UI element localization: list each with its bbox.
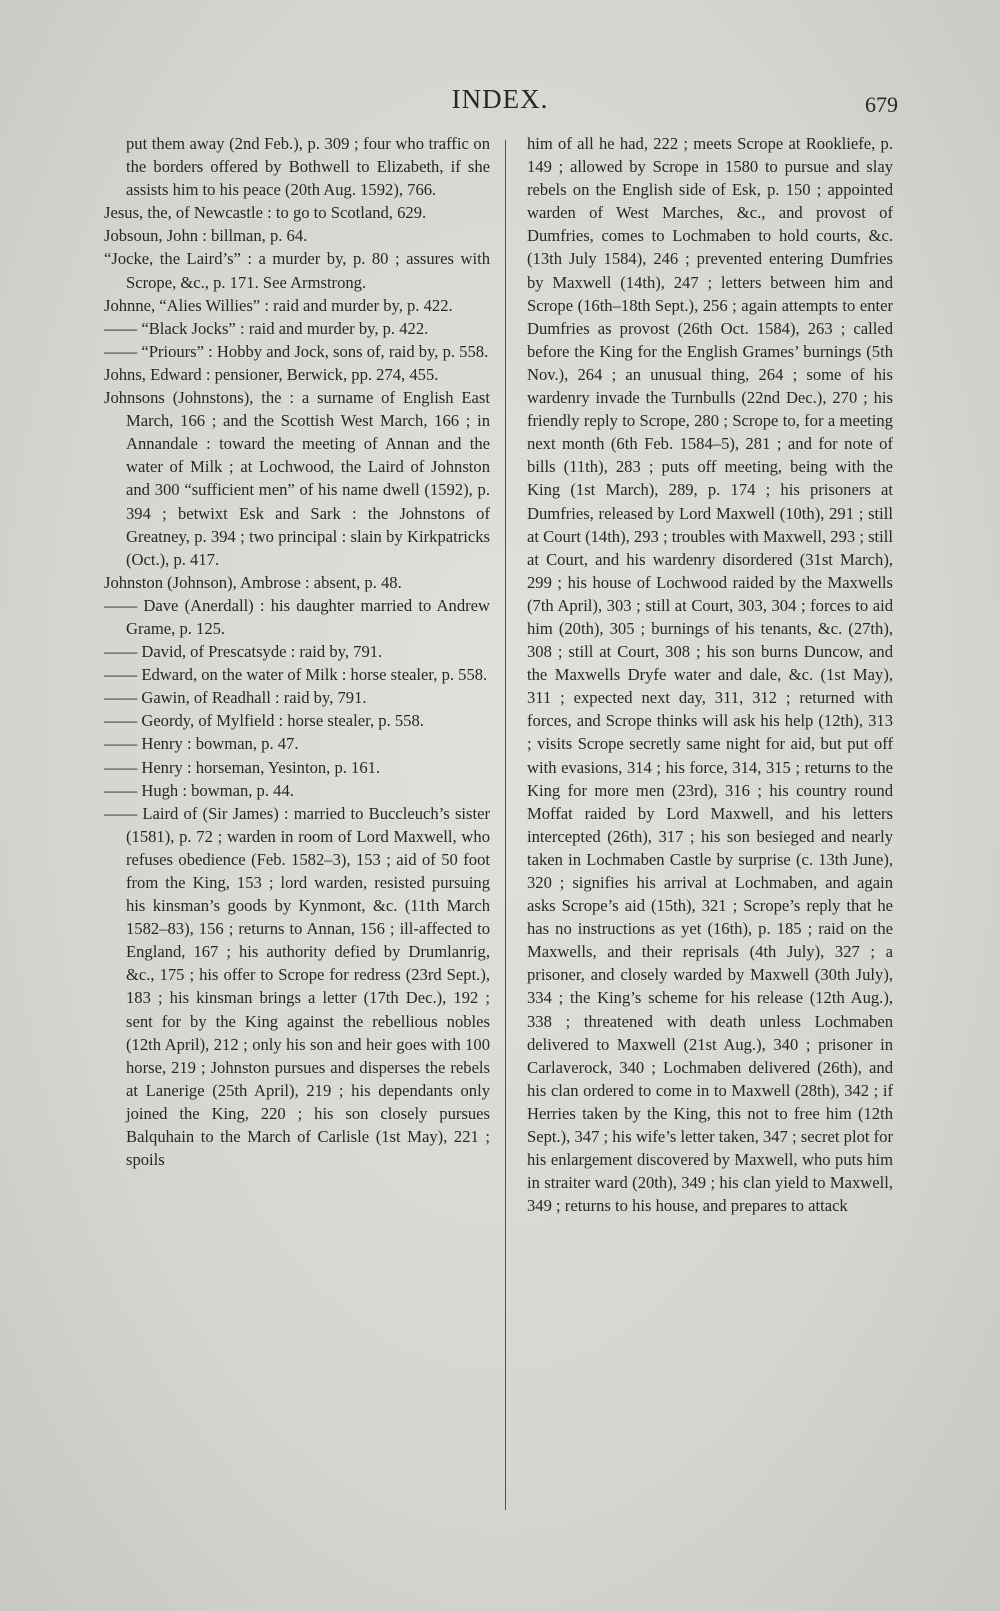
index-entry: put them away (2nd Feb.), p. 309 ; four who traffic on the borders offered by Bothwell to Elizabeth, if she assists him to his peace (20th Aug. 1592), 766. [126,134,490,200]
index-entry: him of all he had, 222 ; meets Scrope at Rookliefe, p. 149 ; allowed by Scrope in 1580 to pursue and slay rebels on the English side of Esk, p. 150 ; appointed warden of West Marches, &c., and provost of Dumfries, comes to Lochmaben to hold courts, &c. (13th July 1584), 246 ; prevented entering Dumfries by Maxwell (14th), 247 ; letters between him and Scrope (16th–18th Sept.), 256 ; again attempts to enter Dumfries as provost (26th Oct. 1584), 263 ; called before the King for the English Grames’ burnings (5th Nov.), 264 ; an unusual thing, 264 ; some of his wardenry invade the Turnbulls (22nd Dec.), 270 ; his friendly reply to Scrope, 280 ; Scrope to, for a meeting next month (6th Feb. 1584–5), 281 ; and for note of bills (11th), 283 ; puts off meeting, being with the King (1st March), 289, p. 174 ; his prisoners at Dumfries, released by Lord Maxwell (10th), 291 ; still at Court (14th), 293 ; troubles with Maxwell, 293 ; still at Court, and his wardenry disordered (31st March), 299 ; his house of Lochwood raided by the Maxwells (7th April), 303 ; still at Court, 303, 304 ; forces to aid him (20th), 305 ; burnings of his tenants, &c. (27th), 308 ; still at Court, 308 ; his son burns Duncow, and the Maxwells Dryfe water and dale, &c. (1st May), 311 ; expected next day, 311, 312 ; returned with forces, and Scrope thinks will ask his help (12th), 313 ; visits Scrope secretly same night for aid, but put off with evasions, 314 ; his force, 314, 315 ; returns to the King for more men (23rd), 316 ; his country round Moffat raided by Lord Maxwell, and his letters intercepted (26th), 317 ; his son besieged and nearly taken in Lochmaben Castle by surprise (c. 13th June), 320 ; signifies his arrival at Lochmaben, and again asks Scrope’s aid (15th), 321 ; Scrope’s reply that he has no instructions as yet (16th), p. 185 ; raid on the Maxwells, and their reprisals (4th July), 327 ; a prisoner, and closely warded by Maxwell (30th July), 334 ; the King’s scheme for his release (12th Aug.), 338 ; threatened with death unless Lochmaben delivered to Maxwell (21st Aug.), 340 ; prisoner in Carlaverock, 340 ; Lochmaben delivered (26th), and his clan ordered to come in to Maxwell (28th), 342 ; if Herries taken by the King, this not to free him (12th Sept.), 347 ; his wife’s letter taken, 347 ; secret plot for his enlargement discovered by Maxwell, who puts him in straiter ward (20th), 349 ; his clan yield to Maxwell, 349 ; returns to his house, and prepares to attack [527,134,893,1216]
index-entry: —— David, of Prescatsyde : raid by, 791. [104,642,383,662]
index-entry: —— Edward, on the water of Milk : horse stealer, p. 558. [104,665,488,685]
page-number: 679 [865,92,898,117]
index-entry: “Jocke, the Laird’s” : a murder by, p. 80 ; assures with Scrope, &c., p. 171. See Armstrong. [104,249,490,292]
index-entry: —— “Black Jocks” : raid and murder by, p. 422. [104,318,429,338]
left-column [104,132,490,1171]
index-entry: Johnne, “Alies Willies” : raid and murder by, p. 422. [104,295,453,315]
page-title: INDEX. [451,84,549,114]
index-entry: Jobsoun, John : billman, p. 64. [104,226,308,246]
index-entry: —— Gawin, of Readhall : raid by, 791. [104,688,367,708]
index-entry: —— “Priours” : Hobby and Jock, sons of, raid by, p. 558. [104,341,489,361]
index-entry: Johnston (Johnson), Ambrose : absent, p. 48. [104,572,402,592]
index-entry: Johnsons (Johnstons), the : a surname of English East March, 166 ; and the Scottish West March, 166 ; in Annandale : toward the meeting of Annan and the water of Milk ; at Lochwood, the Laird of Johnston and 300 “sufficient men” of his name dwell (1592), p. 394 ; betwixt Esk and Sark : the Johnstons of Greatney, p. 394 ; two principal : slain by Kirkpatricks (Oct.), p. 417. [104,388,490,569]
index-entry: Johns, Edward : pensioner, Berwick, pp. 274, 455. [104,364,439,384]
column-divider [505,140,506,1510]
index-entry: Jesus, the, of Newcastle : to go to Scotland, 629. [104,203,427,223]
index-entry: —— Laird of (Sir James) : married to Buccleuch’s sister (1581), p. 72 ; warden in room of Lord Maxwell, who refuses obedience (Feb. 1582–3), 153 ; aid of 50 foot from the King, 153 ; lord warden, resisted pursuing his kinsman’s goods by Kynmont, &c. (11th March 1582–83), 156 ; returns to Annan, 156 ; ill-affected to England, 167 ; his authority defied by Drumlanrig, &c., 175 ; his offer to Scrope for redress (23rd Sept.), 183 ; his kinsman brings a letter (17th Dec.), 192 ; sent for by the King against the rebellious nobles (12th April), 212 ; only his son and heir goes with 100 horse, 219 ; Johnston pursues and disperses the rebels at Lanerige (25th April), 219 ; his dependants only joined the King, 220 ; his son closely pursues Balquhain to the March of Carlisle (1st May), 221 ; spoils [104,803,490,1170]
index-entry: —— Hugh : bowman, p. 44. [104,780,294,800]
right-column [527,132,893,1217]
index-entry: —— Henry : horseman, Yesinton, p. 161. [104,757,381,777]
index-entry: —— Geordy, of Mylfield : horse stealer, p. 558. [104,711,424,731]
index-entry: —— Dave (Anerdall) : his daughter married to Andrew Grame, p. 125. [104,595,490,638]
index-entry: —— Henry : bowman, p. 47. [104,734,299,754]
